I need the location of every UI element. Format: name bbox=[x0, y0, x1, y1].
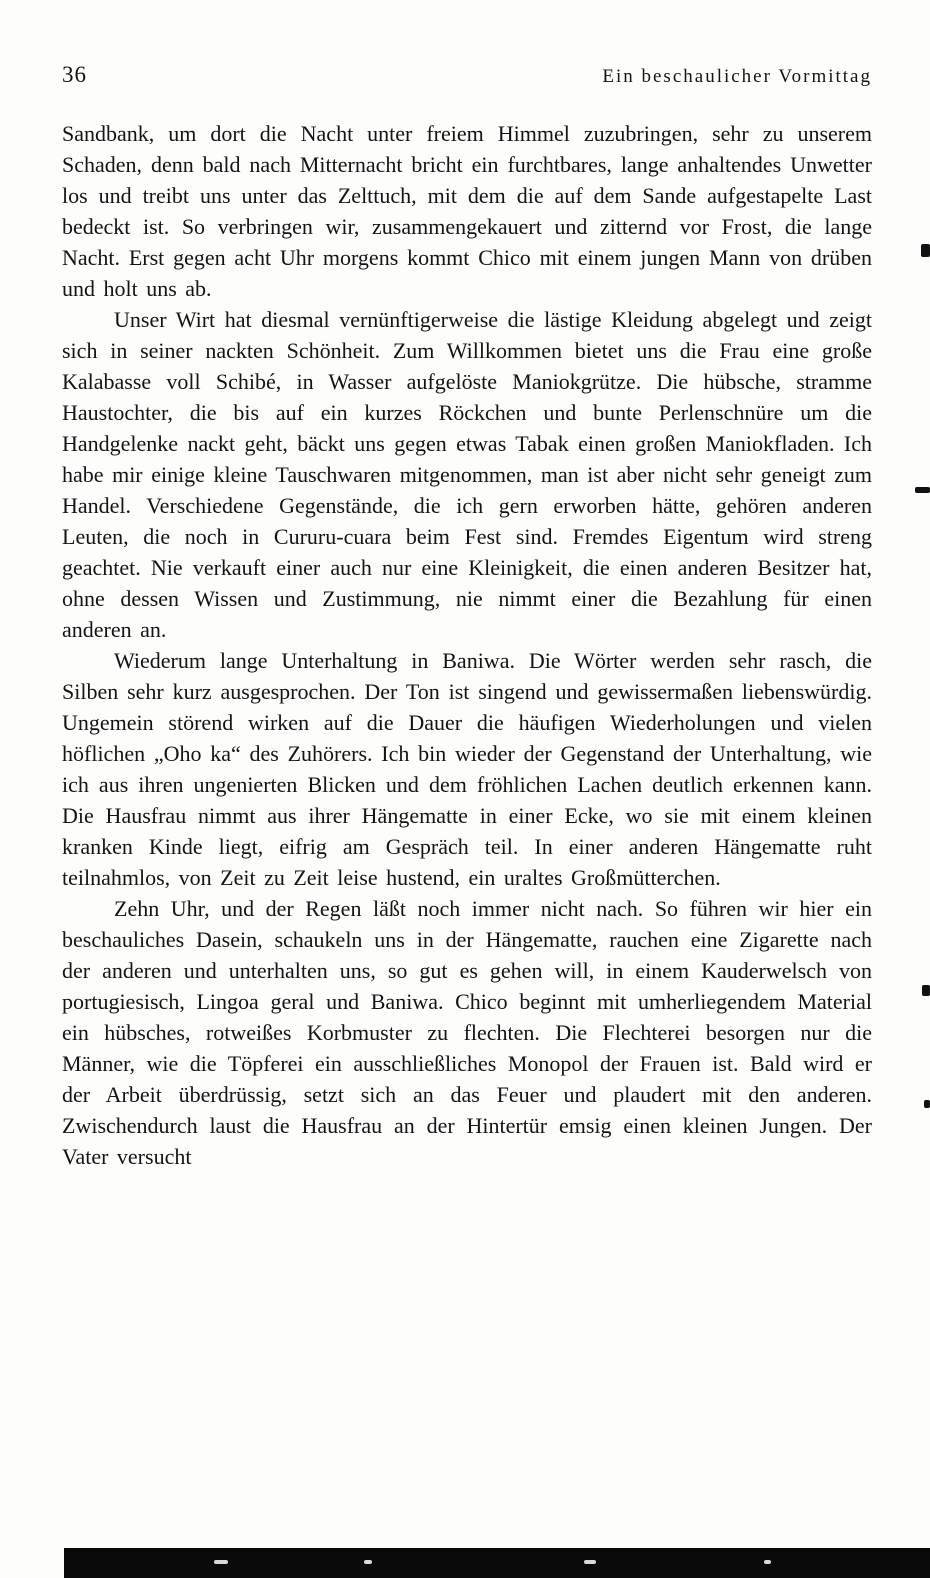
scan-artifact-speck bbox=[584, 1560, 596, 1564]
paragraph: Unser Wirt hat diesmal vernünftigerweise die lästige Kleidung abgelegt und zeigt sich in seiner nackten Schönheit. Zum Willkommen bietet uns die Frau eine große Kalabasse voll Schibé, in Wasser aufgelöste Maniokgrütze. Die hübsche, stramme Haustochter, die bis auf ein kurzes Röckchen und bunte Perlenschnüre um die Handgelenke nackt geht, bäckt uns gegen etwas Tabak einen großen Maniokfladen. Ich habe mir einige kleine Tauschwaren mitgenommen, man ist aber nicht sehr geneigt zum Handel. Verschiedene Gegenstände, die ich gern erworben hätte, gehören anderen Leuten, die noch in Cururu-cuara beim Fest sind. Fremdes Eigentum wird streng geachtet. Nie verkauft einer auch nur eine Kleinigkeit, die einen anderen Besitzer hat, ohne dessen Wissen und Zustimmung, nie nimmt einer die Bezahlung für einen anderen an. bbox=[62, 307, 872, 642]
scan-artifact-mark bbox=[924, 1100, 930, 1108]
scan-artifact-speck bbox=[214, 1560, 228, 1564]
paragraph: Zehn Uhr, und der Regen läßt noch immer nicht nach. So führen wir hier ein beschauliches Dasein, schaukeln uns in der Hängematte, rauchen eine Zigarette nach der anderen und unterhalten uns, so gut es gehen will, in einem Kauderwelsch von portugiesisch, Lingoa geral und Baniwa. Chico beginnt mit umherliegendem Material ein hübsches, rotweißes Korbmuster zu flechten. Die Flechterei besorgen nur die Männer, wie die Töpferei ein ausschließliches Monopol der Frauen ist. Bald wird er der Arbeit überdrüssig, setzt sich an das Feuer und plaudert mit den anderen. Zwischendurch laust die Hausfrau an der Hintertür emsig einen kleinen Jungen. Der Vater versucht bbox=[62, 896, 872, 1169]
scan-artifact-mark bbox=[921, 244, 930, 257]
page-number: 36 bbox=[62, 62, 87, 87]
scan-artifact-mark bbox=[915, 487, 930, 493]
paragraph: Wiederum lange Unterhaltung in Baniwa. Die Wörter werden sehr rasch, die Silben sehr kurz ausgesprochen. Der Ton ist singend und gewissermaßen liebenswürdig. Ungemein störend wirken auf die Dauer die häufigen Wiederholungen und vielen höflichen „Oho ka“ des Zuhörers. Ich bin wieder der Gegenstand der Unterhaltung, wie ich aus ihren ungenierten Blicken und dem fröhlichen Lachen deutlich erkennen kann. Die Hausfrau nimmt aus ihrer Hängematte in einer Ecke, wo sie mit einem kleinen kranken Kinde liegt, eifrig am Gespräch teil. In einer anderen Hängematte ruht teilnahmlos, von Zeit zu Zeit leise hustend, ein uraltes Großmütterchen. bbox=[62, 648, 872, 890]
page-header bbox=[62, 62, 872, 88]
page-body-text bbox=[62, 118, 872, 1172]
scan-artifact-bottom-bar bbox=[64, 1548, 930, 1578]
scan-artifact-mark bbox=[922, 985, 930, 996]
scan-artifact-speck bbox=[764, 1560, 771, 1564]
scan-artifact-speck bbox=[364, 1560, 372, 1564]
running-header: Ein beschaulicher Vormittag bbox=[602, 66, 872, 87]
paragraph: Sandbank, um dort die Nacht unter freiem Himmel zuzubringen, sehr zu unserem Schaden, denn bald nach Mitternacht bricht ein furchtbares, lange anhaltendes Unwetter los und treibt uns unter das Zelttuch, mit dem die auf dem Sande aufgestapelte Last bedeckt ist. So verbringen wir, zusammengekauert und zitternd vor Frost, die lange Nacht. Erst gegen acht Uhr morgens kommt Chico mit einem jungen Mann von drüben und holt uns ab. bbox=[62, 121, 872, 301]
